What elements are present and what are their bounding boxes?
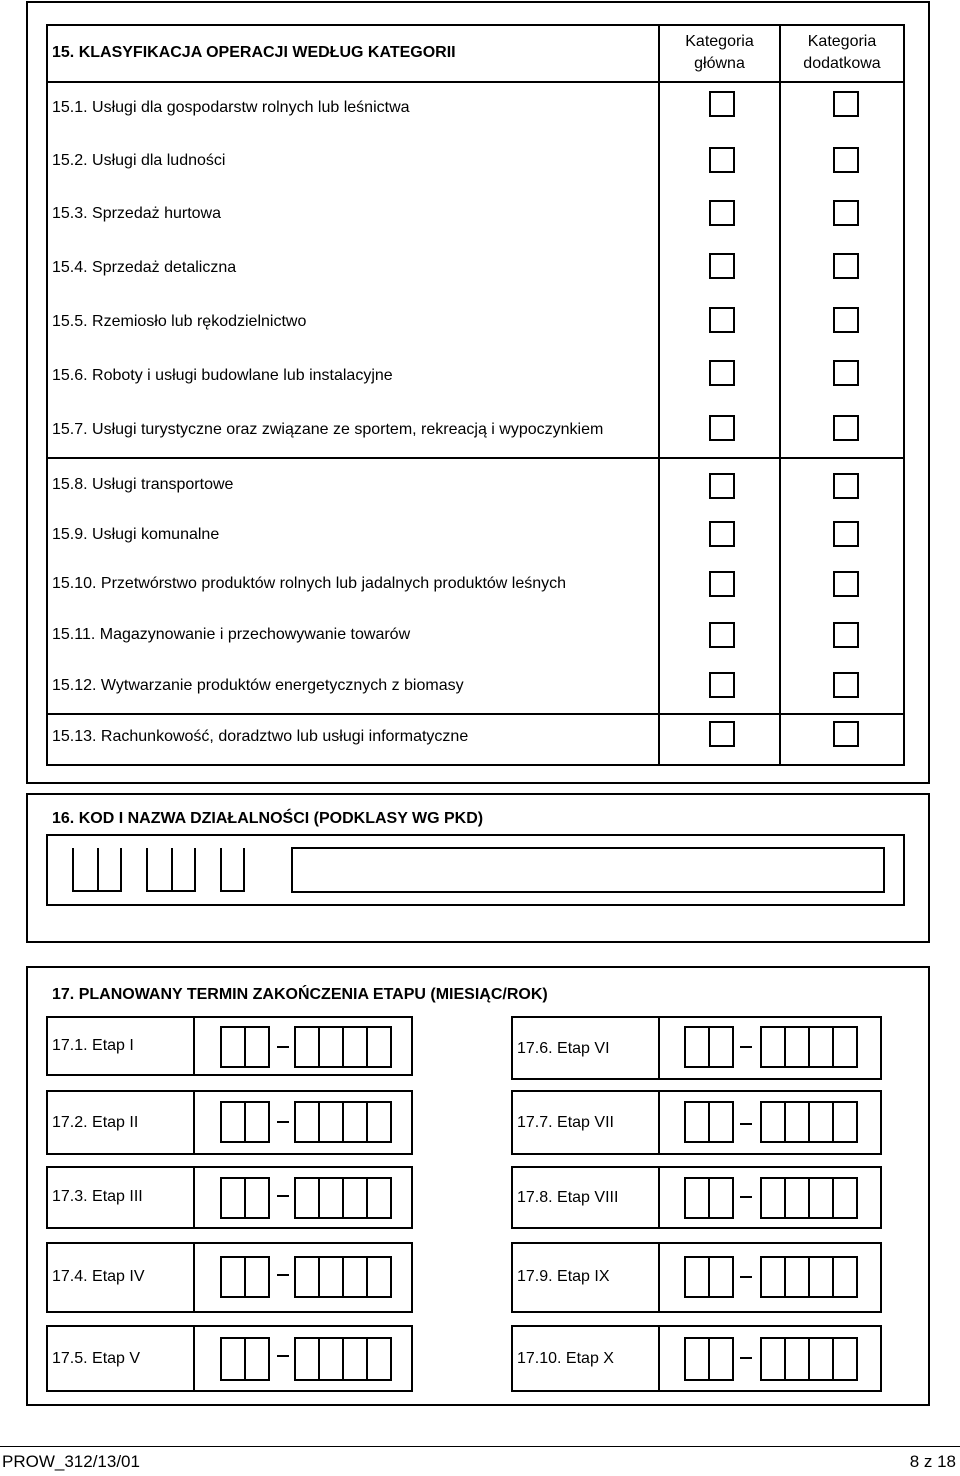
- pkd-activity-name-field[interactable]: [291, 847, 885, 893]
- category-item-label: 15.11. Magazynowanie i przechowywanie towarów: [52, 626, 411, 643]
- category-item-label: 15.3. Sprzedaż hurtowa: [52, 205, 221, 222]
- main-category-checkbox[interactable]: [709, 307, 735, 333]
- main-category-checkbox[interactable]: [709, 571, 735, 597]
- category-item-label: 15.1. Usługi dla gospodarstw rolnych lub leśnictwa: [52, 99, 410, 116]
- footer-divider: [0, 1446, 960, 1447]
- main-category-checkbox[interactable]: [709, 147, 735, 173]
- category-item-label: 15.13. Rachunkowość, doradztwo lub usługi informatyczne: [52, 728, 469, 745]
- additional-category-checkbox[interactable]: [833, 473, 859, 499]
- pkd-code-digits-group-2[interactable]: [146, 848, 196, 892]
- date-separator: [277, 1355, 289, 1357]
- category-item-label: 15.8. Usługi transportowe: [52, 476, 234, 493]
- date-separator: [740, 1046, 752, 1048]
- main-category-checkbox[interactable]: [709, 200, 735, 226]
- date-separator: [277, 1274, 289, 1276]
- date-separator: [740, 1276, 752, 1278]
- section-16-title: 16. KOD I NAZWA DZIAŁALNOŚCI (PODKLASY WG PKD): [52, 810, 484, 827]
- category-item-label: 15.10. Przetwórstwo produktów rolnych lub jadalnych produktów leśnych: [52, 575, 567, 592]
- document-code: PROW_312/13/01: [2, 1452, 140, 1471]
- additional-category-checkbox[interactable]: [833, 721, 859, 747]
- date-separator: [740, 1196, 752, 1198]
- stage-label: 17.8. Etap VIII: [517, 1189, 619, 1206]
- main-category-checkbox[interactable]: [709, 721, 735, 747]
- date-separator: [277, 1195, 289, 1197]
- additional-category-checkbox[interactable]: [833, 571, 859, 597]
- additional-category-checkbox[interactable]: [833, 521, 859, 547]
- stage-label: 17.9. Etap IX: [517, 1268, 610, 1285]
- main-category-checkbox[interactable]: [709, 521, 735, 547]
- stage-label: 17.1. Etap I: [52, 1037, 134, 1054]
- main-category-checkbox[interactable]: [709, 91, 735, 117]
- stage-label: 17.6. Etap VI: [517, 1040, 610, 1057]
- pkd-code-digits-group-1[interactable]: [72, 848, 122, 892]
- column-header-main: Kategoria główna: [685, 33, 754, 72]
- main-category-checkbox[interactable]: [709, 672, 735, 698]
- category-item-label: 15.4. Sprzedaż detaliczna: [52, 259, 237, 276]
- stage-label: 17.5. Etap V: [52, 1350, 141, 1367]
- main-category-checkbox[interactable]: [709, 360, 735, 386]
- date-separator: [277, 1046, 289, 1048]
- main-category-checkbox[interactable]: [709, 473, 735, 499]
- main-category-checkbox[interactable]: [709, 415, 735, 441]
- column-header-additional: Kategoria dodatkowa: [803, 33, 881, 72]
- main-category-checkbox[interactable]: [709, 253, 735, 279]
- section-15-title: 15. KLASYFIKACJA OPERACJI WEDŁUG KATEGORII: [52, 44, 456, 61]
- section-17-title: 17. PLANOWANY TERMIN ZAKOŃCZENIA ETAPU (MIESIĄC/ROK): [52, 986, 548, 1003]
- category-item-label: 15.2. Usługi dla ludności: [52, 152, 226, 169]
- additional-category-checkbox[interactable]: [833, 253, 859, 279]
- category-item-label: 15.5. Rzemiosło lub rękodzielnictwo: [52, 313, 307, 330]
- additional-category-checkbox[interactable]: [833, 415, 859, 441]
- category-item-label: 15.9. Usługi komunalne: [52, 526, 220, 543]
- stage-label: 17.2. Etap II: [52, 1114, 139, 1131]
- stage-label: 17.4. Etap IV: [52, 1268, 145, 1285]
- additional-category-checkbox[interactable]: [833, 672, 859, 698]
- main-category-checkbox[interactable]: [709, 622, 735, 648]
- category-item-label: 15.7. Usługi turystyczne oraz związane ze sportem, rekreacją i wypoczynkiem: [52, 421, 604, 438]
- stage-label: 17.10. Etap X: [517, 1350, 614, 1367]
- additional-category-checkbox[interactable]: [833, 147, 859, 173]
- date-separator: [277, 1121, 289, 1123]
- date-separator: [740, 1357, 752, 1359]
- date-separator: [740, 1123, 752, 1125]
- additional-category-checkbox[interactable]: [833, 307, 859, 333]
- page-number: 8 z 18: [909, 1452, 956, 1471]
- additional-category-checkbox[interactable]: [833, 360, 859, 386]
- pkd-code-digit-3[interactable]: [220, 848, 245, 892]
- stage-label: 17.7. Etap VII: [517, 1114, 614, 1131]
- category-item-label: 15.12. Wytwarzanie produktów energetycznych z biomasy: [52, 677, 464, 694]
- stage-label: 17.3. Etap III: [52, 1188, 143, 1205]
- additional-category-checkbox[interactable]: [833, 200, 859, 226]
- section-15-table: [46, 24, 905, 766]
- additional-category-checkbox[interactable]: [833, 91, 859, 117]
- category-item-label: 15.6. Roboty i usługi budowlane lub instalacyjne: [52, 367, 393, 384]
- additional-category-checkbox[interactable]: [833, 622, 859, 648]
